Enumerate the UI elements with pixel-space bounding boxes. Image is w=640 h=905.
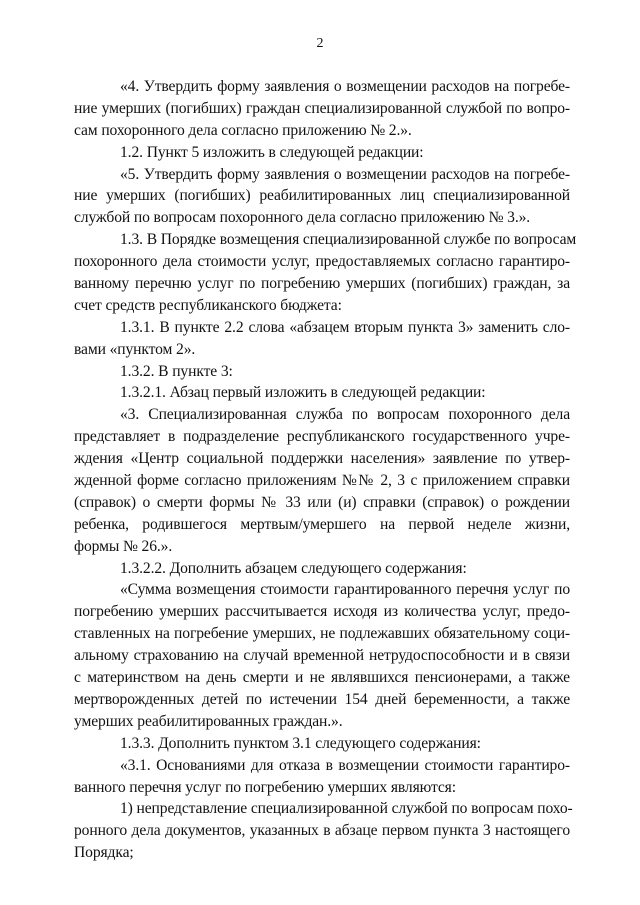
text-line: с материнством на день смерти и не являвшихся пенсионерами, а также: [74, 669, 570, 687]
text-line: 1.3.1. В пункте 2.2 слова «абзацем вторым пункта 3» заменить сло-: [120, 318, 570, 336]
text-line: 1.3.2.2. Дополнить абзацем следующего содержания:: [120, 559, 467, 577]
text-line: 1.3.3. Дополнить пунктом 3.1 следующего содержания:: [120, 734, 481, 752]
text-line: Порядка;: [74, 844, 134, 862]
text-line: ронного дела документов, указанных в абзаце первом пункта 3 настоящего: [74, 822, 570, 840]
text-line: вами «пунктом 2».: [74, 340, 196, 358]
text-line: ние умерших (погибших) реабилитированных лиц специализированной: [74, 187, 570, 205]
text-line: 1.3. В Порядке возмещения специализированной службе по вопросам: [120, 231, 577, 249]
text-line: «3.1. Основаниями для отказа в возмещении стоимости гарантиро-: [120, 756, 570, 774]
text-line: «4. Утвердить форму заявления о возмещении расходов на погребе-: [120, 78, 570, 95]
text-line: ванного перечня услуг по погребению умерших являются:: [74, 778, 456, 796]
text-line: 1.3.2. В пункте 3:: [120, 362, 233, 380]
page-number: 2: [316, 36, 324, 51]
text-line: умерших реабилитированных граждан.».: [74, 712, 343, 730]
text-line: 1.2. Пункт 5 изложить в следующей редакции:: [120, 143, 424, 161]
text-line: ждения «Центр социальной поддержки населения» заявление по утвер-: [74, 450, 570, 468]
text-line: ребенка, родившегося мертвым/умершего на первой неделе жизни,: [74, 515, 570, 533]
text-line: ванному перечню услуг по погребению умерших (погибших) граждан, за: [74, 275, 570, 293]
text-line: похоронного дела стоимости услуг, предоставляемых согласно гарантиро-: [74, 253, 570, 271]
body-text: [74, 76, 577, 864]
text-line: ставленных на погребение умерших, не подлежавших обязательному соци-: [74, 625, 570, 643]
text-line: счет средств республиканского бюджета:: [74, 296, 342, 314]
text-line: службой по вопросам похоронного дела согласно приложению № 3.».: [74, 209, 531, 227]
text-line: 1.3.2.1. Абзац первый изложить в следующей редакции:: [120, 384, 486, 402]
text-line: погребению умерших рассчитывается исходя из количества услуг, предо-: [74, 603, 570, 621]
text-line: альному страхованию на случай временной нетрудоспособности и в связи: [74, 647, 570, 665]
text-line: жденной форме согласно приложениям №№ 2, 3 с приложением справки: [74, 472, 570, 490]
text-line: ние умерших (погибших) граждан специализированной службой по вопро-: [74, 99, 570, 117]
text-line: сам похоронного дела согласно приложению № 2.».: [74, 121, 412, 139]
text-line: представляет в подразделение республиканского государственного учре-: [74, 428, 570, 446]
text-line: «Сумма возмещения стоимости гарантированного перечня услуг по: [120, 581, 570, 599]
text-line: 1) непредставление специализированной службой по вопросам похо-: [120, 800, 573, 818]
text-line: «3. Специализированная служба по вопросам похоронного дела: [120, 406, 570, 424]
text-line: «5. Утвердить форму заявления о возмещении расходов на погребе-: [120, 165, 570, 183]
text-line: мертворожденных детей по истечении 154 дней беременности, а также: [74, 690, 570, 708]
text-line: формы № 26.».: [74, 537, 173, 555]
text-line: (справок) о смерти формы № 33 или (и) справки (справок) о рождении: [74, 493, 570, 511]
